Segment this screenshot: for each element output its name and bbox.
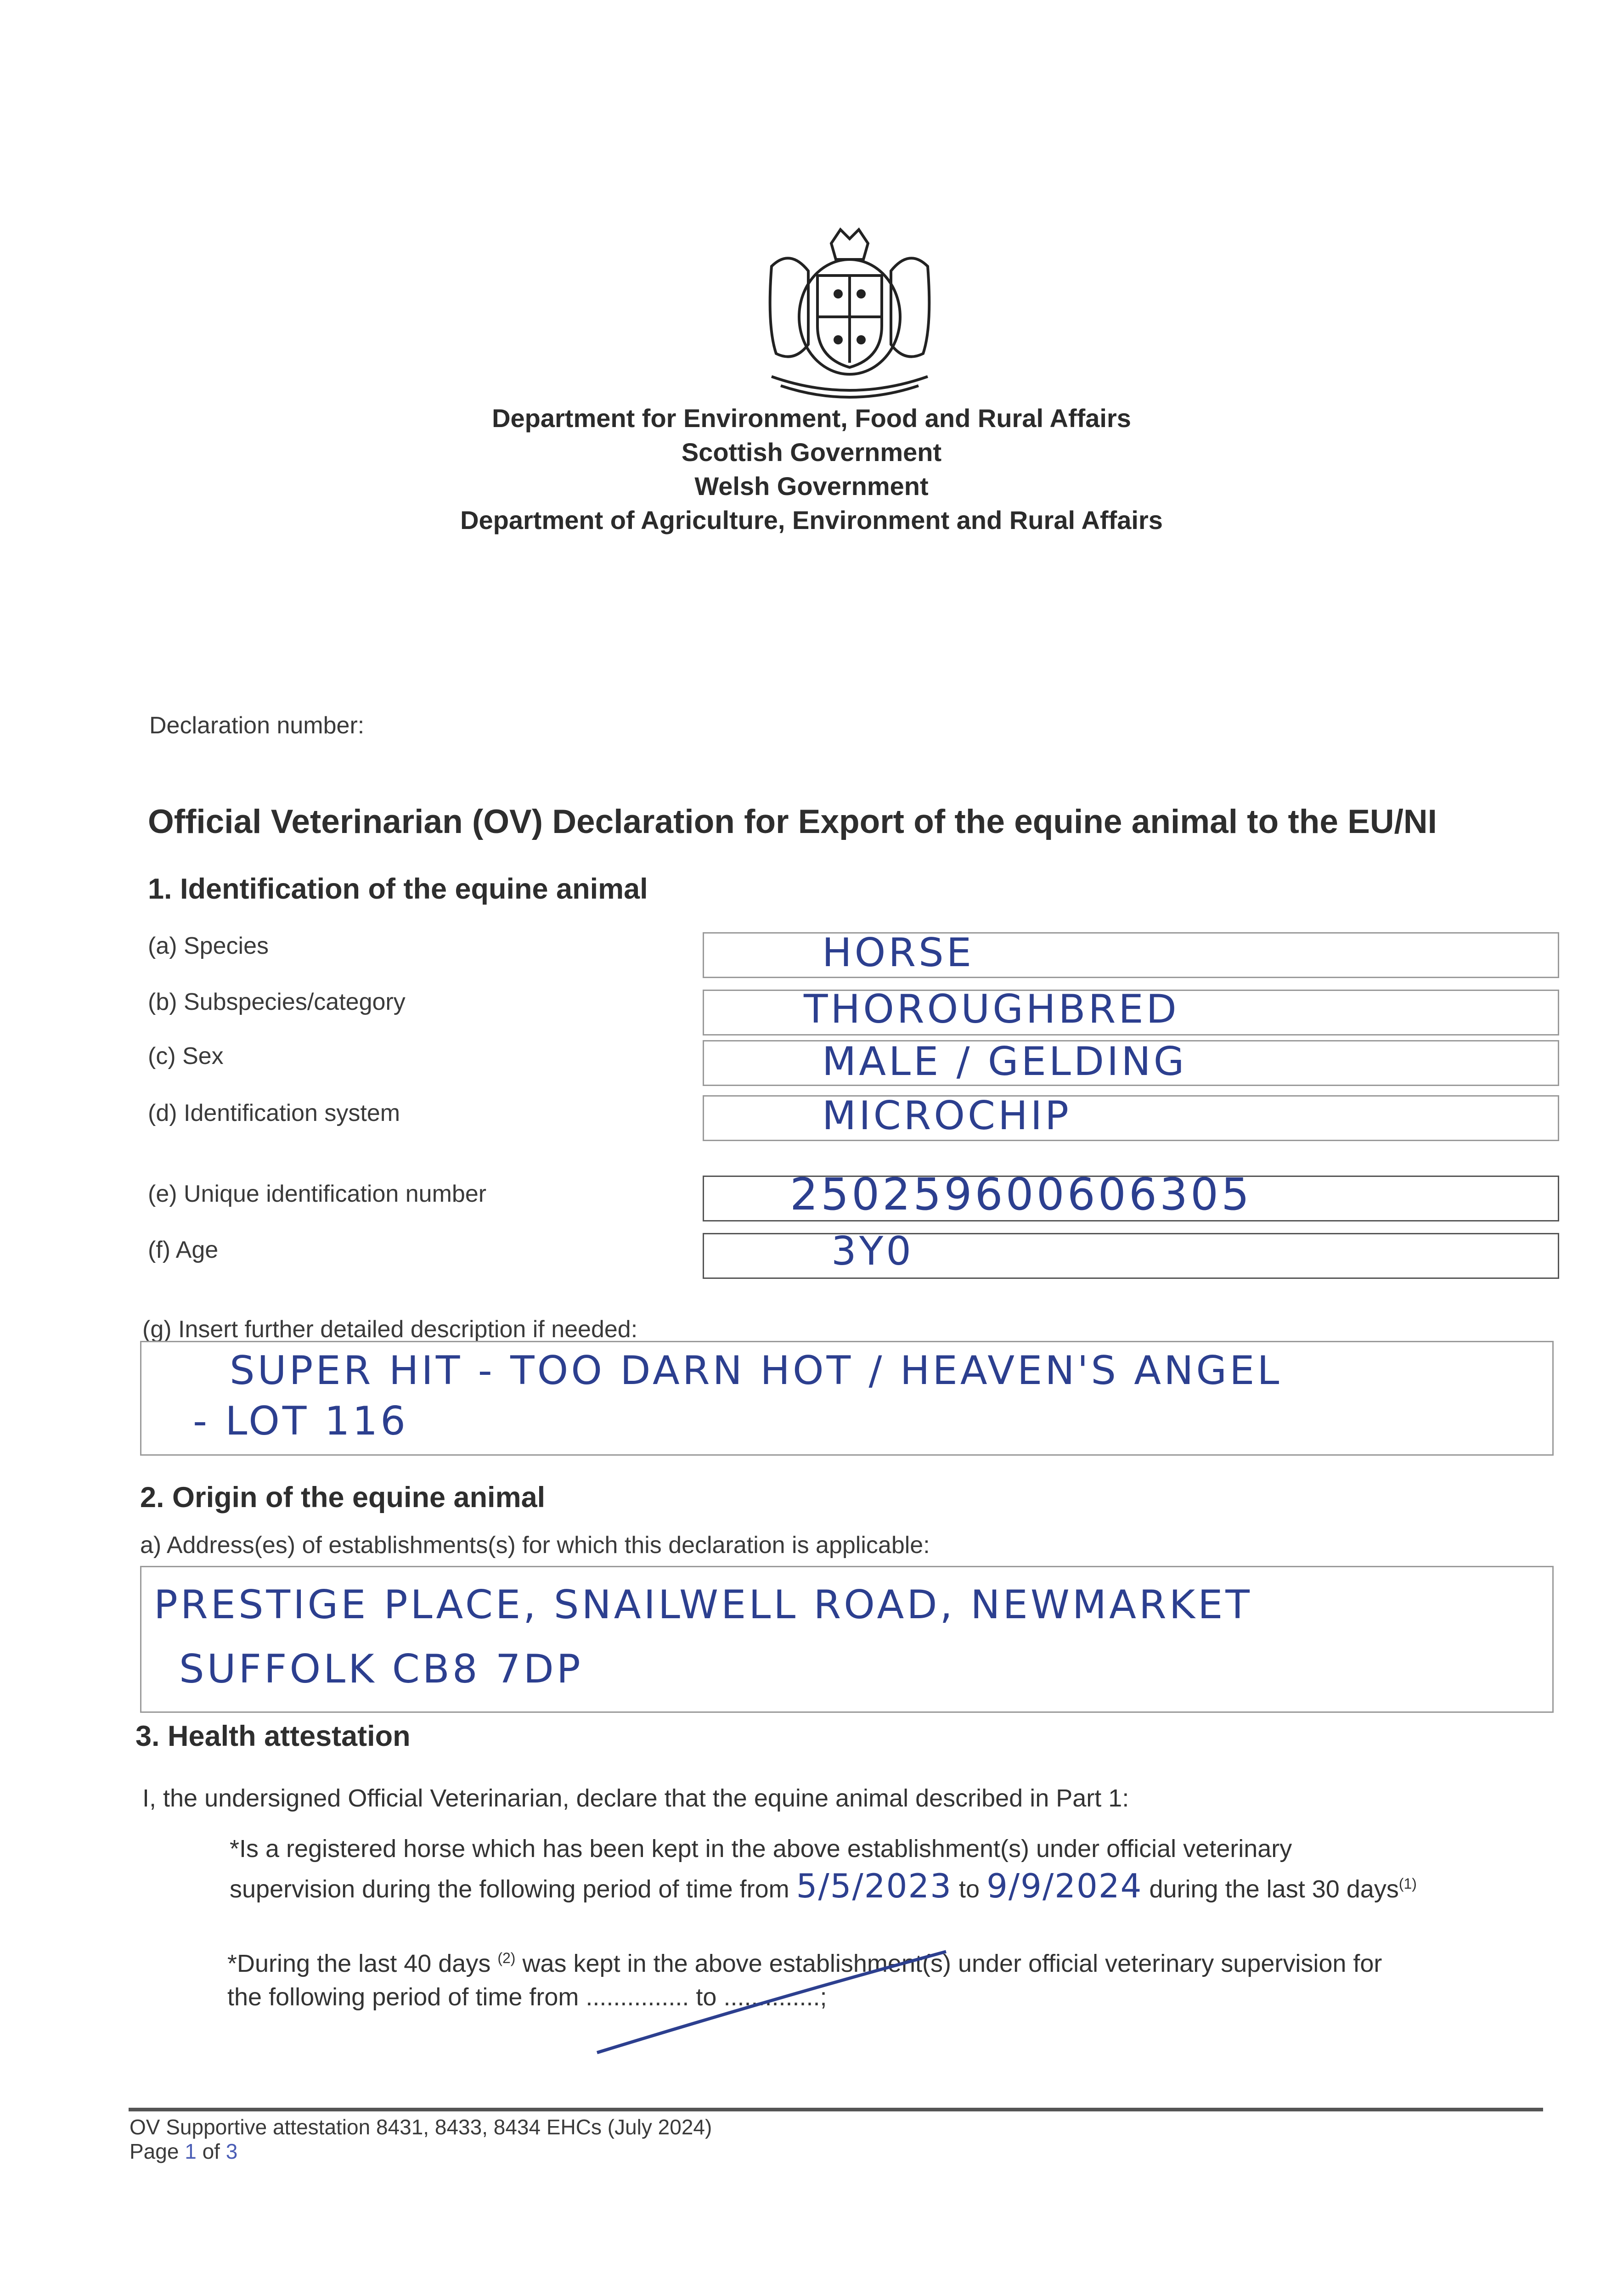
section-2-heading: 2. Origin of the equine animal xyxy=(140,1481,546,1514)
clause-2-line-2: the following period of time from ............... to ..............; xyxy=(227,1983,827,2011)
description-label: (g) Insert further detailed description if needed: xyxy=(142,1316,638,1343)
age-label: (f) Age xyxy=(148,1237,219,1263)
sex-label: (c) Sex xyxy=(148,1043,224,1069)
clause-1-footnote: (1) xyxy=(1398,1875,1417,1892)
clause-2-footnote: (2) xyxy=(497,1950,516,1966)
clause-1-line-1: *Is a registered horse which has been kept in the above establishment(s) under official veterinary xyxy=(230,1835,1292,1863)
clause-1-text-a: supervision during the following period of time from xyxy=(230,1875,789,1903)
declaration-number-label: Declaration number: xyxy=(149,712,365,739)
footer-reference: OV Supportive attestation 8431, 8433, 8434 EHCs (July 2024) xyxy=(130,2115,712,2139)
unique-id-label: (e) Unique identification number xyxy=(148,1181,487,1207)
sex-value: MALE / GELDING xyxy=(822,1039,1187,1085)
clause-1-to: to xyxy=(959,1875,980,1903)
species-label: (a) Species xyxy=(148,933,269,959)
org-line-defra: Department for Environment, Food and Rural Affairs xyxy=(492,404,1131,433)
clause-2-text-b: was kept in the above establishment(s) under official veterinary supervision for xyxy=(522,1950,1382,1977)
section-3-heading: 3. Health attestation xyxy=(135,1720,411,1752)
org-line-daera: Department of Agriculture, Environment and Rural Affairs xyxy=(460,506,1163,535)
to-date-value: 9/9/2024 xyxy=(986,1867,1143,1905)
page-prefix: Page xyxy=(130,2139,185,2163)
section-1-heading: 1. Identification of the equine animal xyxy=(148,873,648,905)
org-line-welsh-gov: Welsh Government xyxy=(694,472,929,501)
identification-system-value: MICROCHIP xyxy=(822,1093,1071,1139)
unique-id-value: 250259600606305 xyxy=(790,1169,1252,1220)
clause-1-text-b: during the last 30 days xyxy=(1149,1875,1399,1903)
clause-1-line-2 xyxy=(230,1867,1417,1905)
from-date-value: 5/5/2023 xyxy=(796,1867,952,1905)
page-current: 1 xyxy=(185,2139,197,2163)
address-line-2: SUFFOLK CB8 7DP xyxy=(179,1646,583,1692)
royal-coat-of-arms-icon xyxy=(753,225,946,404)
address-label: a) Address(es) of establishments(s) for which this declaration is applicable: xyxy=(140,1532,930,1559)
health-intro: I, the undersigned Official Veterinarian, declare that the equine animal described in Part 1: xyxy=(142,1784,1129,1812)
age-value: 3Y0 xyxy=(831,1228,914,1274)
page-of: of xyxy=(196,2139,226,2163)
page-title: Official Veterinarian (OV) Declaration for Export of the equine animal to the EU/NI xyxy=(148,803,1437,840)
page-number xyxy=(130,2139,237,2164)
subspecies-label: (b) Subspecies/category xyxy=(148,989,406,1015)
description-line-1: SUPER HIT - TOO DARN HOT / HEAVEN'S ANGEL xyxy=(230,1348,1282,1394)
clause-2-text-a: *During the last 40 days xyxy=(227,1950,491,1977)
identification-system-label: (d) Identification system xyxy=(148,1100,400,1126)
footer-rule xyxy=(129,2108,1543,2111)
subspecies-value: THOROUGHBRED xyxy=(804,986,1179,1032)
org-line-scottish-gov: Scottish Government xyxy=(681,438,942,467)
description-line-2: - LOT 116 xyxy=(193,1398,408,1444)
address-line-1: PRESTIGE PLACE, SNAILWELL ROAD, NEWMARKET xyxy=(154,1582,1252,1628)
strike-through-mark xyxy=(592,1947,951,2057)
species-value: HORSE xyxy=(822,930,975,976)
page-total: 3 xyxy=(225,2139,238,2163)
